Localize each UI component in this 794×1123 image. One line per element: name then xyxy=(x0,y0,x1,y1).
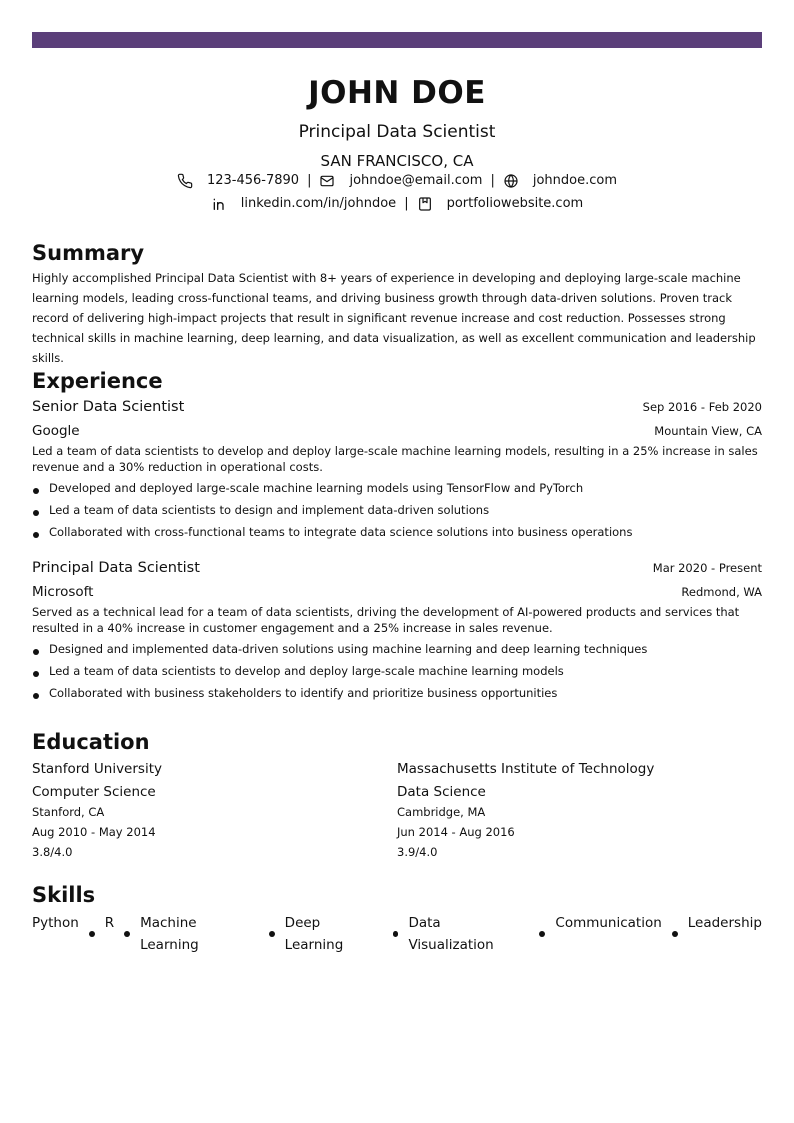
separator: | xyxy=(490,173,495,188)
bullet-separator xyxy=(393,931,399,937)
school-name: Massachusetts Institute of Technology xyxy=(397,761,655,777)
job-dates: Sep 2016 - Feb 2020 xyxy=(642,400,762,414)
skill-item: Leadership xyxy=(687,915,762,931)
mail-icon xyxy=(319,173,335,189)
separator: | xyxy=(404,196,409,211)
school-location: Cambridge, MA xyxy=(397,805,486,819)
skill-item: Python xyxy=(32,915,79,931)
portfolio-link[interactable]: portfoliowebsite.com xyxy=(446,196,584,211)
job-bullets xyxy=(32,477,762,543)
list-item: Developed and deployed large-scale machine learning models using TensorFlow and PyTorch xyxy=(32,477,762,499)
school-location: Stanford, CA xyxy=(32,805,105,819)
candidate-name: JOHN DOE xyxy=(308,75,486,111)
list-item: Led a team of data scientists to design and implement data-driven solutions xyxy=(32,499,762,521)
bullet-separator xyxy=(539,931,545,937)
job-title: Principal Data Scientist xyxy=(298,122,496,142)
portfolio-icon xyxy=(417,196,433,212)
job-company: Google xyxy=(32,423,80,439)
email-link[interactable]: johndoe@email.com xyxy=(349,173,483,188)
job-bullets xyxy=(32,638,762,704)
accent-bar xyxy=(32,32,762,48)
job-entry xyxy=(32,558,762,704)
experience-heading: Experience xyxy=(32,369,163,393)
education-entry xyxy=(32,755,397,862)
skills-section xyxy=(32,882,762,956)
summary-text: Highly accomplished Principal Data Scientist with 8+ years of experience in developing and deploying large-scale machine learning models, leading cross-functional teams, and driving business growth through data-driven solutions. Proven track record of delivering high-impact projects that result in significant revenue increase and cost reduction. Possesses strong technical skills in machine learning, deep learning, and data visualization, as well as excellent communication and leadership skills. xyxy=(32,271,756,365)
skill-item: Machine Learning xyxy=(140,915,199,953)
skill-item: Deep Learning xyxy=(284,915,344,953)
skill-item: Communication xyxy=(555,915,662,931)
education-entry xyxy=(397,755,762,862)
job-company: Microsoft xyxy=(32,584,94,600)
education-dates: Aug 2010 - May 2014 xyxy=(32,825,156,839)
list-item: Collaborated with business stakeholders to identify and prioritize business opportunities xyxy=(32,682,762,704)
list-item: Collaborated with cross-functional teams to integrate data science solutions into business operations xyxy=(32,521,762,543)
gpa: 3.8/4.0 xyxy=(32,845,73,859)
skills-list xyxy=(32,912,762,956)
education-heading: Education xyxy=(32,730,150,754)
contact-row-1 xyxy=(32,171,762,191)
phone-number: 123-456-7890 xyxy=(206,173,300,188)
location: SAN FRANCISCO, CA xyxy=(320,152,474,170)
job-position: Senior Data Scientist xyxy=(32,399,185,415)
bullet-separator xyxy=(672,931,678,937)
education-dates: Jun 2014 - Aug 2016 xyxy=(397,825,515,839)
skill-item: R xyxy=(104,915,115,931)
job-location: Mountain View, CA xyxy=(654,424,762,438)
list-item: Designed and implemented data-driven solutions using machine learning and deep learning techniques xyxy=(32,638,762,660)
bullet-separator xyxy=(124,931,130,937)
experience-section xyxy=(32,368,762,704)
phone-icon xyxy=(177,173,193,189)
separator: | xyxy=(307,173,312,188)
linkedin-icon xyxy=(211,196,227,212)
contact-row-2 xyxy=(32,194,762,214)
education-section xyxy=(32,729,762,862)
school-name: Stanford University xyxy=(32,761,162,777)
website-link[interactable]: johndoe.com xyxy=(532,173,618,188)
bullet-separator xyxy=(269,931,275,937)
globe-icon xyxy=(503,173,519,189)
job-dates: Mar 2020 - Present xyxy=(652,561,762,575)
linkedin-link[interactable]: linkedin.com/in/johndoe xyxy=(240,196,397,211)
summary-section xyxy=(32,240,762,368)
skills-heading: Skills xyxy=(32,883,96,907)
job-entry xyxy=(32,397,762,543)
job-location: Redmond, WA xyxy=(681,585,762,599)
job-description: Led a team of data scientists to develop and deploy large-scale machine learning models, resulting in a 25% increase in sales revenue and a 30% reduction in operational costs. xyxy=(32,444,758,474)
resume-header xyxy=(32,72,762,214)
degree: Computer Science xyxy=(32,784,156,800)
job-description: Served as a technical lead for a team of data scientists, driving the development of AI-powered products and services that resulted in a 40% increase in customer engagement and a 25% increase in sales revenue. xyxy=(32,605,740,635)
list-item: Led a team of data scientists to develop and deploy large-scale machine learning models xyxy=(32,660,762,682)
job-position: Principal Data Scientist xyxy=(32,560,200,576)
bullet-separator xyxy=(89,931,95,937)
gpa: 3.9/4.0 xyxy=(397,845,438,859)
skill-item: Data Visualization xyxy=(408,915,494,953)
summary-heading: Summary xyxy=(32,241,145,265)
degree: Data Science xyxy=(397,784,486,800)
